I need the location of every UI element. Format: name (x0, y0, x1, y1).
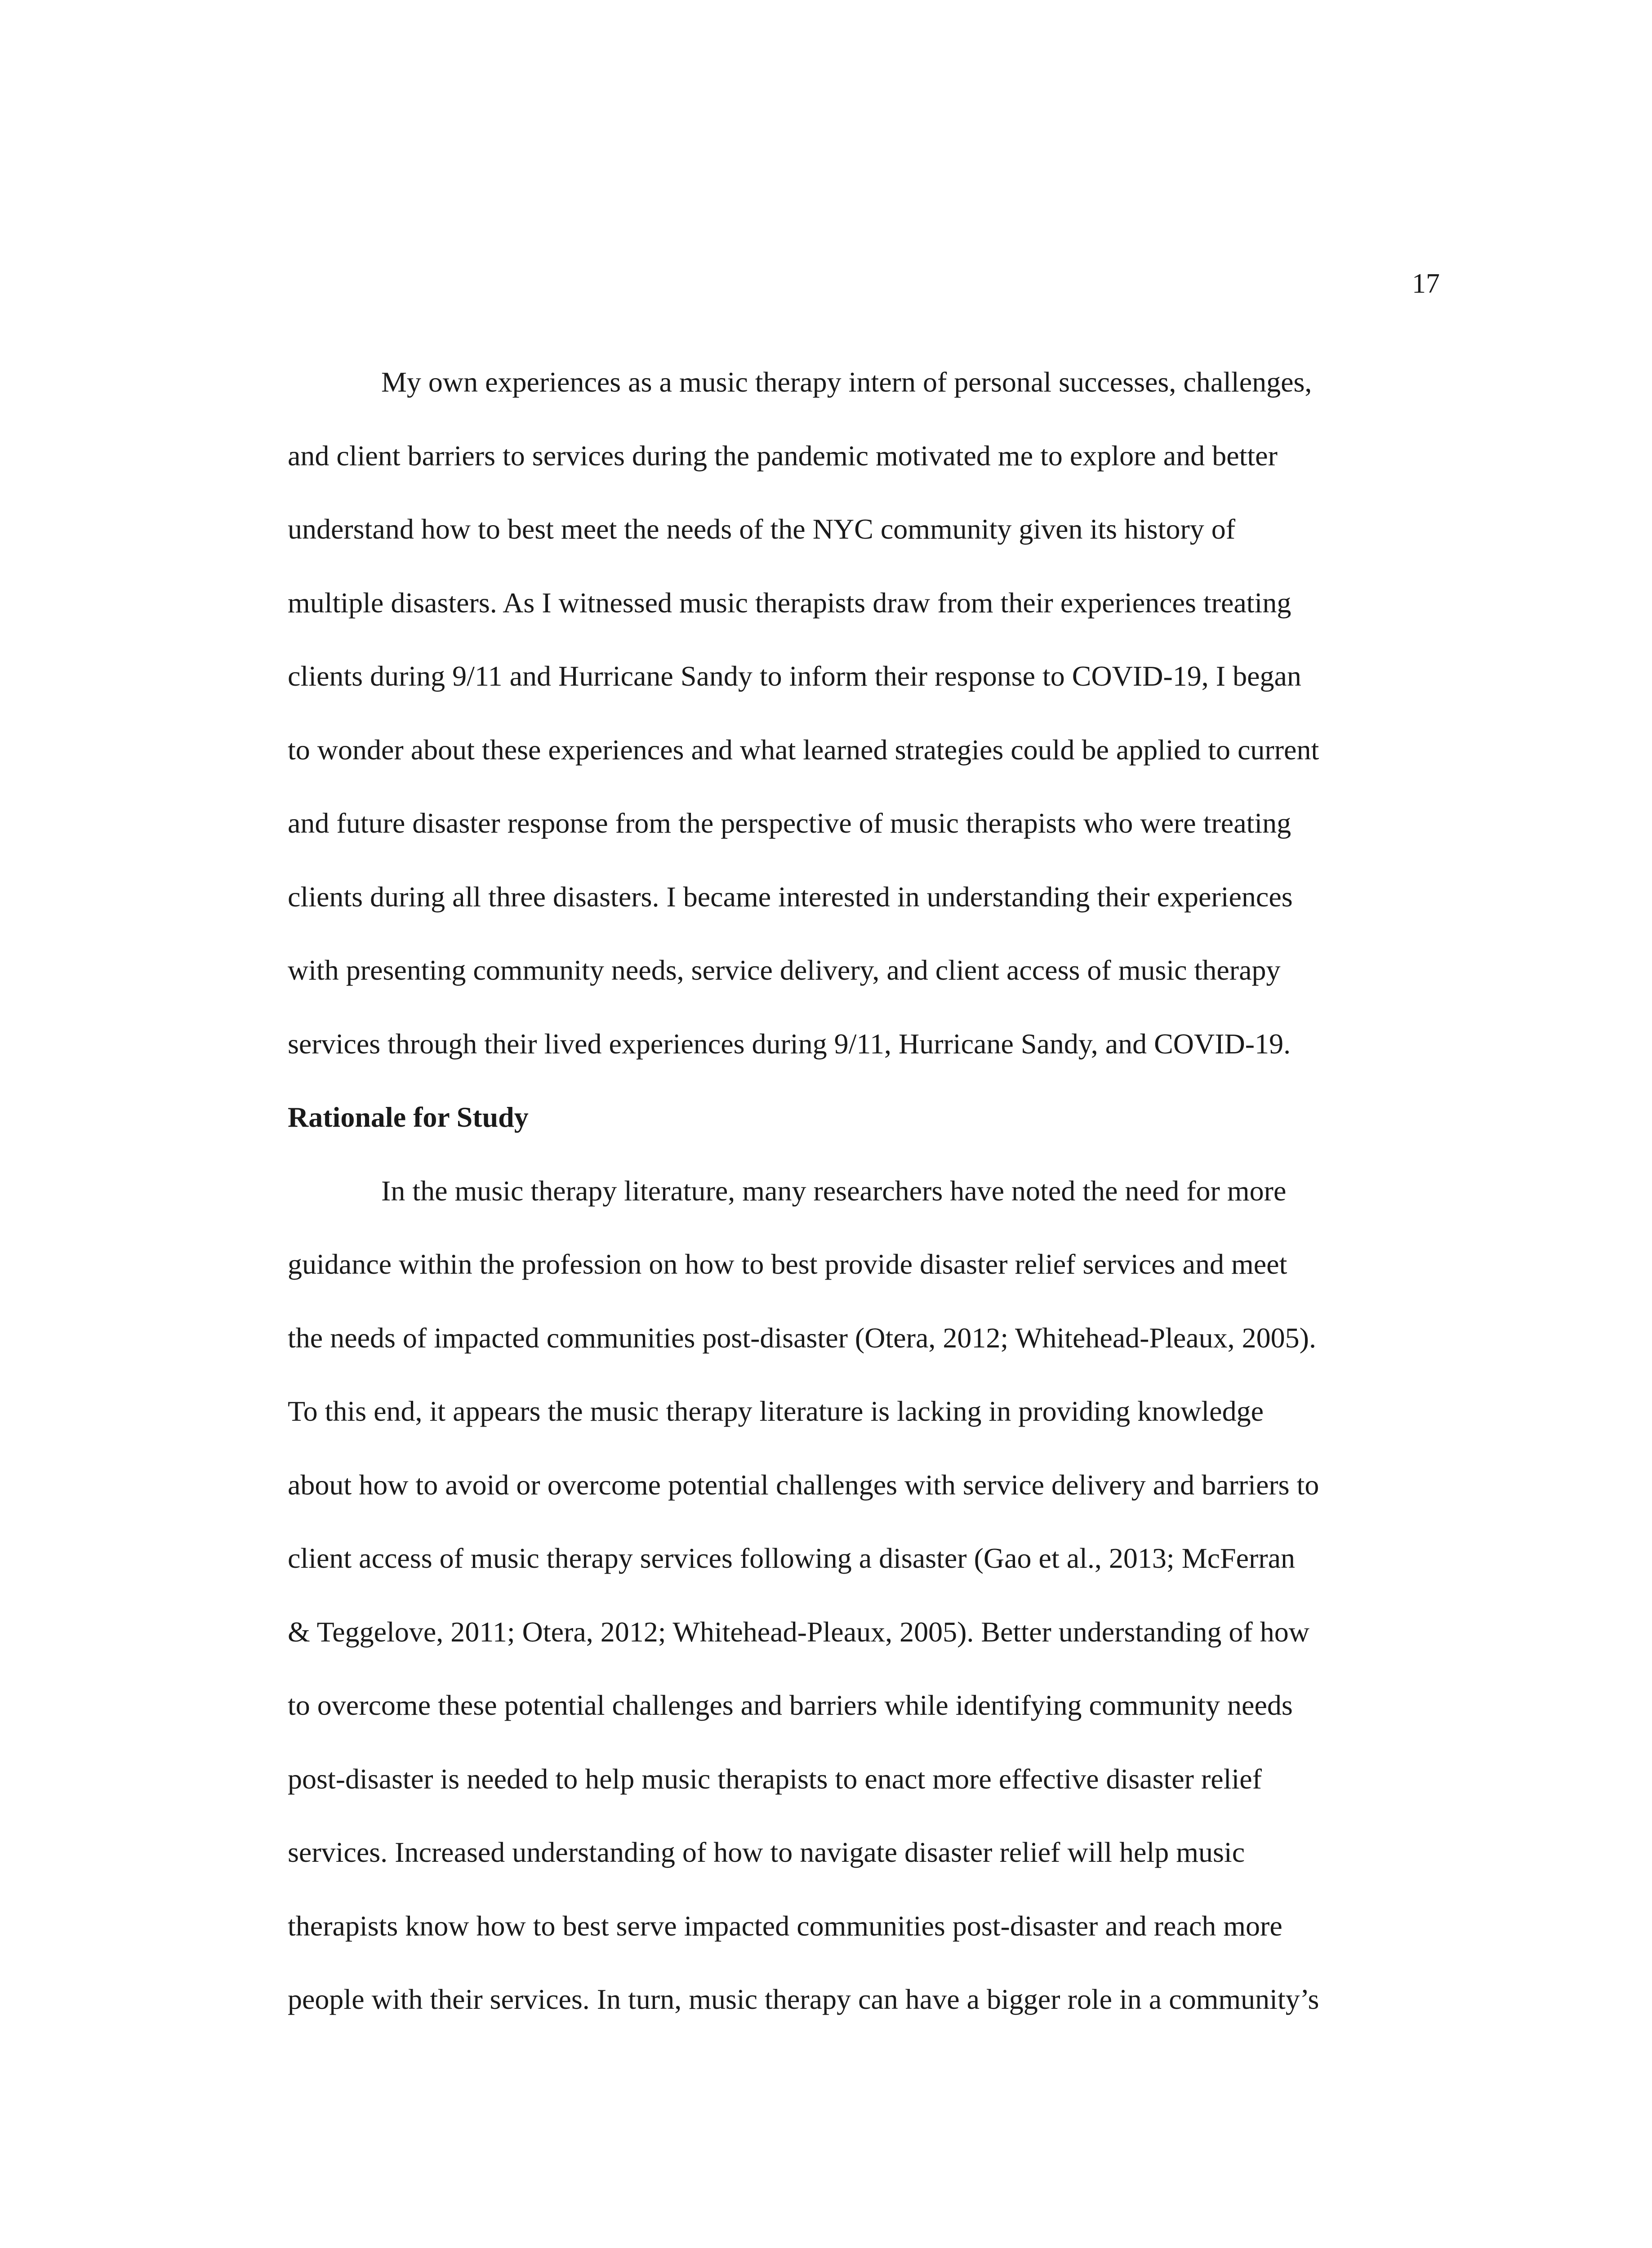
body-text (288, 362, 1436, 2053)
paragraph-line: My own experiences as a music therapy intern of personal successes, challenges, (381, 366, 1312, 398)
paragraph-line: and future disaster response from the perspective of music therapists who were treating (288, 807, 1291, 839)
paragraph-line: In the music therapy literature, many researchers have noted the need for more (381, 1174, 1287, 1207)
paragraph-line: clients during 9/11 and Hurricane Sandy to inform their response to COVID-19, I began (288, 660, 1301, 692)
paragraph-line: the needs of impacted communities post-disaster (Otera, 2012; Whitehead-Pleaux, 2005). (288, 1321, 1316, 1354)
paragraph-line: understand how to best meet the needs of the NYC community given its history of (288, 513, 1236, 545)
paragraph-line: & Teggelove, 2011; Otera, 2012; Whitehead-Pleaux, 2005). Better understanding of how (288, 1615, 1309, 1648)
paragraph-line: guidance within the profession on how to best provide disaster relief services and meet (288, 1248, 1287, 1280)
paragraph-rationale (288, 1171, 1436, 2053)
paragraph-line: therapists know how to best serve impacted communities post-disaster and reach more (288, 1909, 1282, 1942)
paragraph-line: to overcome these potential challenges and barriers while identifying community needs (288, 1689, 1293, 1721)
paragraph-line: with presenting community needs, service delivery, and client access of music therapy (288, 954, 1281, 986)
paragraph-line: clients during all three disasters. I became interested in understanding their experiences (288, 880, 1293, 913)
page-number: 17 (1412, 268, 1440, 299)
paragraph-line: client access of music therapy services following a disaster (Gao et al., 2013; McFerran (288, 1542, 1296, 1574)
paragraph-personal-experience (288, 362, 1436, 1097)
paragraph-line: and client barriers to services during the pandemic motivated me to explore and better (288, 439, 1278, 472)
paragraph-line: to wonder about these experiences and what learned strategies could be applied to current (288, 733, 1319, 766)
section-heading: Rationale for Study (288, 1101, 529, 1133)
paragraph-line: post-disaster is needed to help music therapists to enact more effective disaster relief (288, 1762, 1262, 1795)
paragraph-line: To this end, it appears the music therapy literature is lacking in providing knowledge (288, 1395, 1264, 1427)
paragraph-line: about how to avoid or overcome potential challenges with service delivery and barriers to (288, 1468, 1319, 1501)
paragraph-line: multiple disasters. As I witnessed music therapists draw from their experiences treating (288, 586, 1291, 619)
paragraph-line: services through their lived experiences during 9/11, Hurricane Sandy, and COVID-19. (288, 1027, 1291, 1060)
paragraph-line: services. Increased understanding of how to navigate disaster relief will help music (288, 1836, 1245, 1868)
paragraph-line: people with their services. In turn, music therapy can have a bigger role in a community’s (288, 1983, 1319, 2015)
